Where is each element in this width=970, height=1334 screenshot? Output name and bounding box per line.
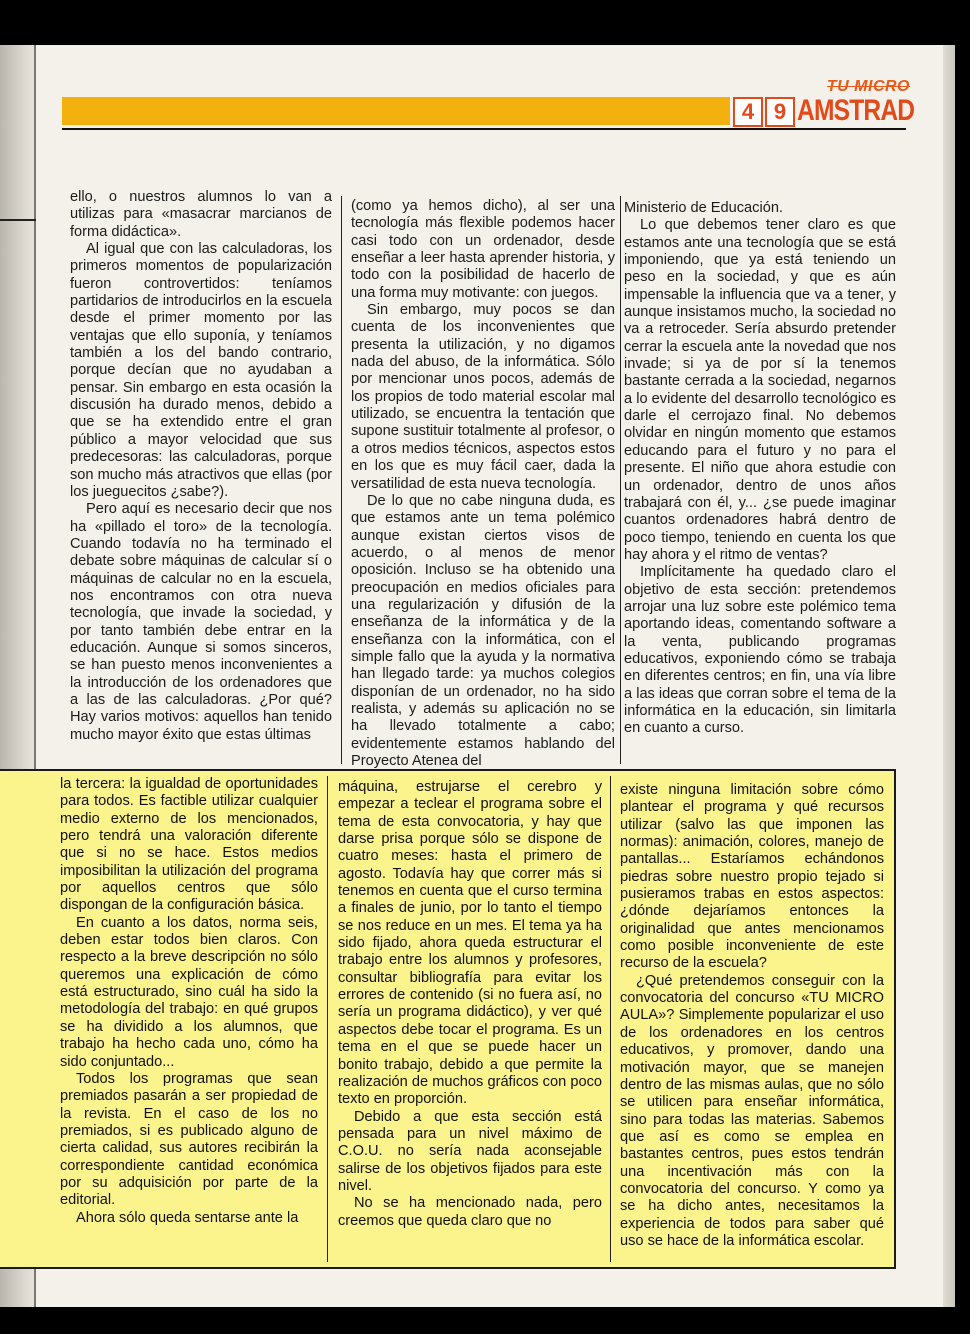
paragraph: Debido a que esta sección está pensada para un nivel máximo de C.O.U. no sería nada aconsejable salirse de los objetivos fijados para este nivel. <box>338 1108 602 1194</box>
paragraph: Al igual que con las calculadoras, los primeros momentos de popularización fueron controvertidos: teníamos partidarios de introducirlos en la escuela desde el primer momento por las ventajas que ello suponía, y teníamos también a los del bando contrario, porque decían que no ayudaban a pensar. Sin embargo en esta ocasión la discusión ha durado menos, debido a que se ha extendido entre el gran público a mayor velocidad que sus predecesoras: las calculadoras, porque son mucho más atractivos que ellas (por los jueguecitos ¿sabe?). <box>70 241 332 500</box>
paragraph: (como ya hemos dicho), al ser una tecnología más flexible podemos hacer casi todo con un ordenador, desde enseñar a leer hasta aprender historia, y todo con la posibilidad de hacerlo de una forma muy motivante: con juegos. <box>351 198 615 301</box>
box-column-divider <box>327 776 328 1262</box>
paragraph: ¿Qué pretendemos conseguir con la convocatoria del concurso «TU MICRO AULA»? Simplemente popularizar el uso de los ordenadores en los centros educativos, y promover, dando una motivación mayor, que se manejen dentro de las mismas aulas, que no sólo se utilicen para enseñar informática, sino para todas las materias. Sabemos que así es como se emplea en bastantes centros, pues estos tendrán una incentivación más con la convocatoria del concurso. Y como ya se ha dicho antes, necesitamos la experiencia de todos para saber qué uso se hace de la informática escolar. <box>620 972 884 1249</box>
section-kicker: TU MICRO <box>826 78 910 95</box>
article-column-1 <box>70 189 332 744</box>
box-column-1 <box>60 776 318 1227</box>
column-divider <box>620 196 621 764</box>
page-edge <box>943 45 955 1307</box>
magazine-brand: AMSTRAD <box>797 94 915 127</box>
paragraph: No se ha mencionado nada, pero creemos que queda claro que no <box>338 1195 602 1229</box>
paragraph: Pero aquí es necesario decir que nos ha «pillado el toro» de la tecnología. Cuando todavía no ha terminado el debate sobre máquinas de calcular sí o máquinas de calcular no en la escuela, nos encontramos con otra nueva tecnología, que invade la sociedad, y por tanto también debe entrar en la educación. Aunque si somos sinceros, se han puesto menos inconvenientes a la introducción de los ordenadores que a las de las calculadoras. ¿Por qué? Hay varios motivos: aquellos han tenido mucho mayor éxito que estas últimas <box>70 501 332 743</box>
page-number-digit: 9 <box>765 97 795 127</box>
paragraph: En cuanto a los datos, norma seis, deben estar todos bien claros. Con respecto a la breve descripción no sólo queremos una explicación de cómo está estructurado, sino cuál ha sido la metodología del trabajo: en qué grupos se ha dividido a los alumnos, que trabajo ha hecho cada uno, cómo ha sido conjuntado... <box>60 914 318 1070</box>
paragraph: Lo que debemos tener claro es que estamos ante una tecnología que se está imponiendo, que ya está teniendo un peso en la sociedad, y que es aún impensable la influencia que va a tener, y aunque insistamos mucho, la sociedad no va a retroceder. Sería absurdo pretender cerrar la escuela ante la novedad que nos invade; si ya de por sí la tenemos bastante cerrada a la sociedad, negarnos a lo evidente del desarrollo tecnológico es darle el cerrojazo final. No debemos olvidar en ningún momento que estamos educando para el futuro y no para el presente. El niño que ahora estudie con un ordenador, dentro de unos años trabajará con él, y... ¿se puede imaginar cuantos ordenadores habrá dentro de poco tiempo, teniendo en cuenta los que hay ahora y el ritmo de ventas? <box>624 217 896 563</box>
header-rule <box>62 128 906 130</box>
paragraph: Ahora sólo queda sentarse ante la <box>76 1209 299 1226</box>
paragraph: De lo que no cabe ninguna duda, es que estamos ante un tema polémico aunque existan ciertos visos de acuerdo, o al menos de menor oposición. Incluso se ha obtenido una preocupación en medios oficiales para una regularización y difusión de la enseñanza de la informática y de la enseñanza con la informática, con el simple fallo que la ayuda y la normativa han llegado tarde: ya muchos colegios disponían de un ordenador, no ha sido realista, y además su aplicación no se ha llevado totalmente a cabo; evidentemente estamos hablando del Proyecto Atenea del <box>351 492 615 769</box>
page-number <box>733 97 795 125</box>
header-color-bar <box>62 97 730 125</box>
paragraph: Todos los programas que sean premiados pasarán a ser propiedad de la revista. En el caso de los no premiados, si es publicado alguno de cierta calidad, sus autores recibirán la correspondiente cantidad económica por su adquisición por parte de la editorial. <box>60 1070 318 1209</box>
paragraph: existe ninguna limitación sobre cómo plantear el programa y qué recursos utilizar (salvo las que imponen las normas): animación, colores, manejo de pantallas... Estaríamos echándonos piedras sobre nuestro propio tejado si pusieramos trabas en estos aspectos: ¿dónde dejaríamos entonces la originalidad que antes mencionamos como posible inconveniente de este recurso de la escuela? <box>620 782 884 972</box>
article-column-3 <box>624 200 896 738</box>
paragraph: Implícitamente ha quedado claro el objetivo de esta sección: pretendemos arrojar una luz sobre este polémico tema aportando ideas, comentando software a la venta, publicando programas educativos, exponiendo cómo se trabaja en diferentes centros; en fin, una vía libre a las ideas que corran sobre el tema de la informática en la educación, sin limitarla en cuanto a curso. <box>624 564 896 737</box>
paragraph: Sin embargo, muy pocos se dan cuenta de los inconvenientes que presenta la utilización, y no digamos nada del abuso, de la informática. Sólo por mencionar unos pocos, además de los propios de todo material escolar mal utilizado, se encuentra la tentación que supone sustituir totalmente al profesor, o a otros medios técnicos, aspectos estos en los que es muy fácil caer, dada la versatilidad de esta nueva tecnología. <box>351 302 615 492</box>
column-divider <box>341 196 342 764</box>
paragraph: Ministerio de Educación. <box>624 200 783 216</box>
box-column-divider <box>610 776 611 1262</box>
box-column-3 <box>620 782 884 1250</box>
paragraph: la tercera: la igualdad de oportunidades para todos. Es factible utilizar cualquier medio externo de los mencionados, pero tendrá una valoración diferente que si no se hace. Estos medios imposibilitan la utilización del programa por aquellos centros que sólo dispongan de la configuración básica. <box>60 776 318 914</box>
box-column-2 <box>338 779 602 1230</box>
paragraph: máquina, estrujarse el cerebro y empezar a teclear el programa sobre el tema de esta convocatoria, y hay que darse prisa porque sólo se dispone de cuatro meses: hasta el primero de agosto. Todavía hay que correr más si tenemos en cuenta que el curso termina a finales de junio, por lo tanto el tiempo se nos reduce en un mes. El tema ya ha sido fijado, ahora queda estructurar el trabajo entre los alumnos y profesores, consultar bibliografía para evitar los errores de contenido (si no fuera así, no sería un programa didáctico), y ver qué aspectos debe tocar el programa. Es un tema en el que se puede hacer un bonito trabajo, debido a que permite la realización de muchos gráficos con poco texto en proporción. <box>338 779 602 1108</box>
article-column-2 <box>351 198 615 770</box>
paragraph: ello, o nuestros alumnos lo van a utilizas para «masacrar marcianos de forma didáctica». <box>70 189 332 240</box>
left-page-rule <box>0 219 36 221</box>
page-number-digit: 4 <box>733 97 763 127</box>
